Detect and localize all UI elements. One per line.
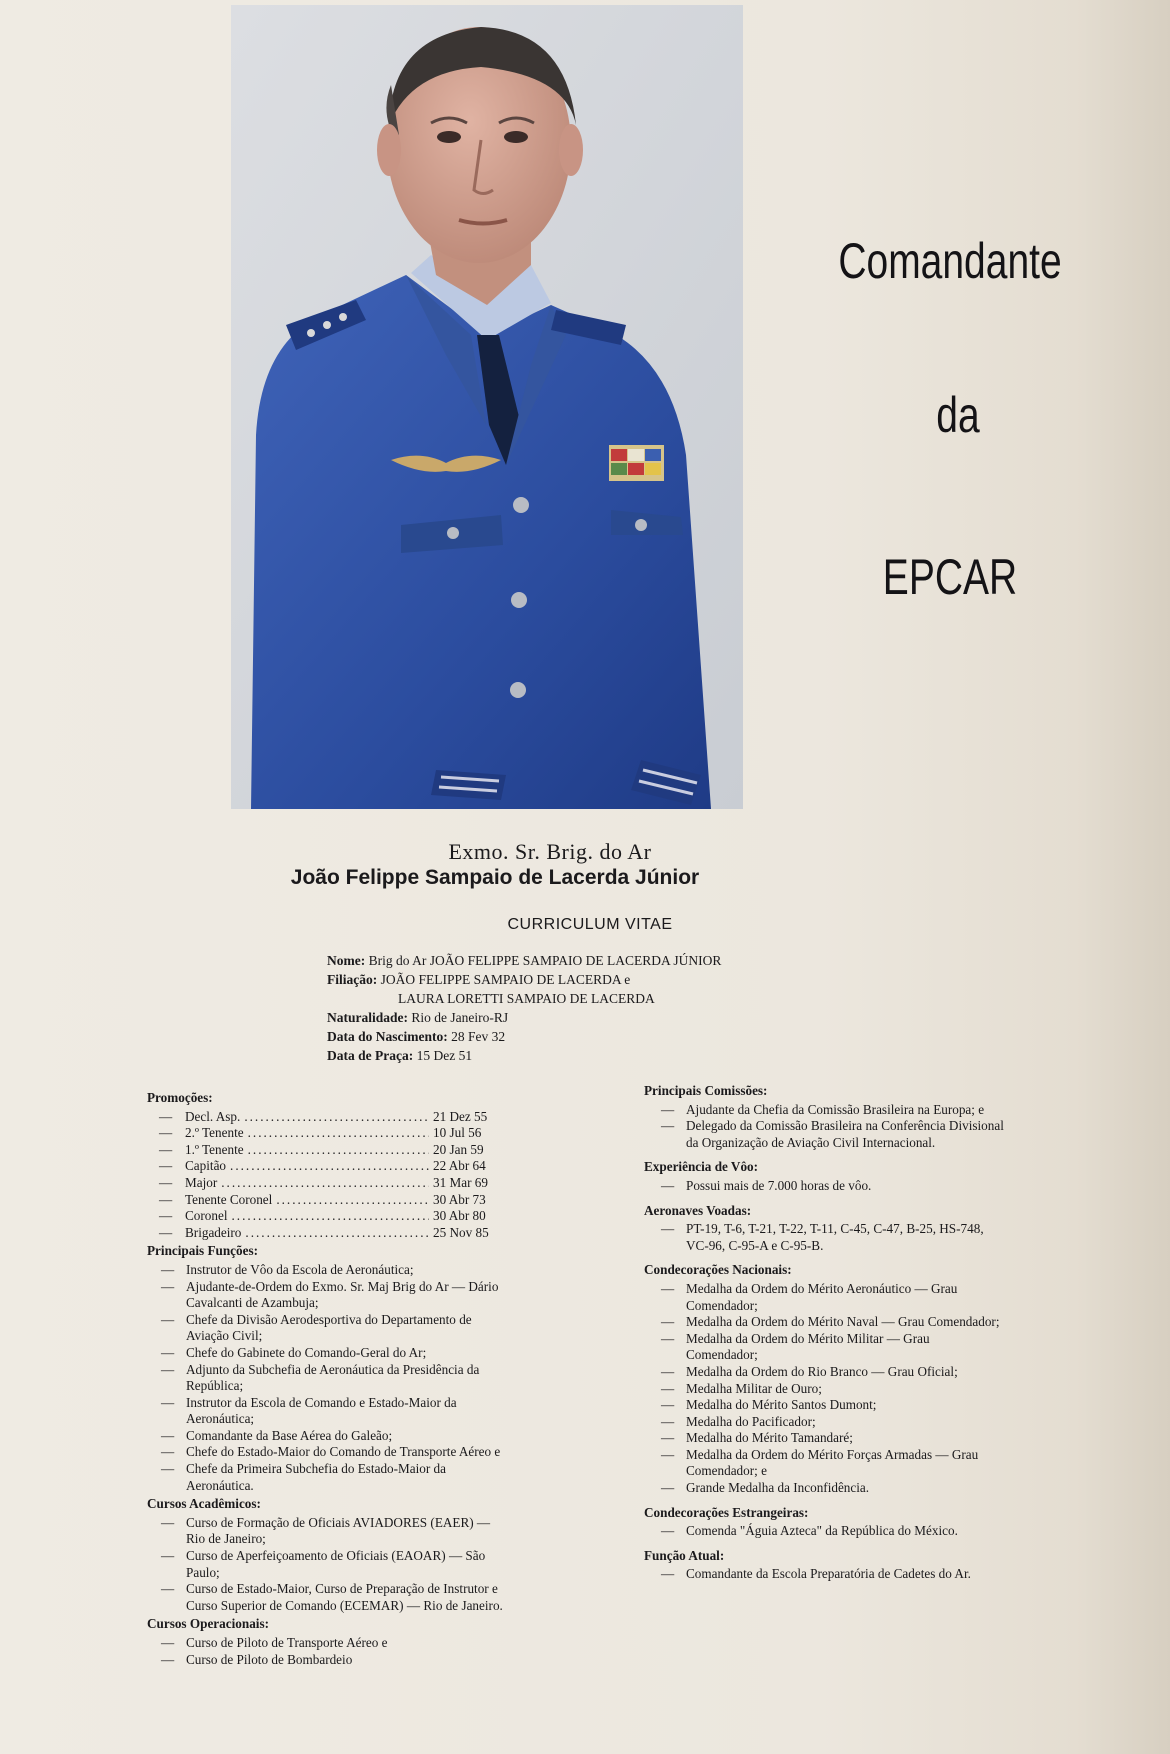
- caption-rank: Exmo. Sr. Brig. do Ar: [448, 839, 652, 864]
- leader-dots: [245, 1225, 429, 1242]
- heading-da: da: [936, 387, 980, 443]
- promocoes-title: Promoções:: [147, 1090, 213, 1105]
- nacional-item: — Medalha do Pacificador;: [644, 1414, 1004, 1431]
- comissao-item: — Delegado da Comissão Brasileira na Conferência Divisional da Organização de Aviação Civil Internacional.: [644, 1118, 1004, 1151]
- promocao-rank: — Brigadeiro: [185, 1224, 242, 1240]
- operacionais-list: [147, 1635, 507, 1668]
- promocao-rank: — Decl. Asp.: [185, 1108, 241, 1124]
- funcao-item: — Chefe da Primeira Subchefia do Estado-Maior da Aeronáutica.: [147, 1461, 507, 1494]
- promocao-date: 31 Mar 69: [433, 1174, 488, 1190]
- funcao-item: — Instrutor de Vôo da Escola de Aeronáutica;: [147, 1262, 507, 1279]
- nacional-item: — Medalha Militar de Ouro;: [644, 1381, 1004, 1398]
- leader-dots: [276, 1192, 429, 1209]
- academicos-list: [147, 1515, 507, 1615]
- funcao-atual-item: — Comandante da Escola Preparatória de Cadetes do Ar.: [644, 1566, 1004, 1583]
- filiacao-row: [327, 970, 867, 989]
- nacional-item: — Medalha da Ordem do Mérito Forças Armadas — Grau Comendador; e: [644, 1447, 1004, 1480]
- nome-row: [327, 951, 867, 970]
- promocao-item: [147, 1225, 507, 1242]
- promocao-date: 21 Dez 55: [433, 1108, 488, 1124]
- promocao-item: [147, 1175, 507, 1192]
- estrangeiras-title: Condecorações Estrangeiras:: [644, 1504, 809, 1520]
- funcoes-title: Principais Funções:: [147, 1243, 258, 1259]
- comissoes-title: Principais Comissões:: [644, 1083, 768, 1098]
- aeronaves-title: Aeronaves Voadas:: [644, 1202, 752, 1218]
- promocao-date: 25 Nov 85: [433, 1224, 489, 1240]
- officer-portrait-illustration: [231, 5, 743, 809]
- experiencia-item: — Possui mais de 7.000 horas de vôo.: [644, 1178, 1004, 1195]
- promocao-rank: — 2.º Tenente: [185, 1125, 244, 1141]
- leader-dots: [221, 1175, 429, 1192]
- praca-label: Data de Praça:: [327, 1048, 414, 1063]
- promocao-item: [147, 1208, 507, 1225]
- academico-item: — Curso de Estado-Maior, Curso de Preparação de Instrutor e Curso Superior de Comando (ECEMAR) — Rio de Janeiro.: [147, 1581, 507, 1614]
- academico-item: — Curso de Formação de Oficiais AVIADORES (EAER) — Rio de Janeiro;: [147, 1515, 507, 1548]
- promocao-item: [147, 1109, 507, 1126]
- academicos-title: Cursos Acadêmicos:: [147, 1496, 261, 1512]
- caption-name: João Felippe Sampaio de Lacerda Júnior: [290, 866, 700, 889]
- naturalidade-label: Naturalidade:: [327, 1010, 408, 1025]
- praca-row: [327, 1046, 867, 1065]
- cv-title: CURRICULUM VITAE: [507, 916, 673, 933]
- leader-dots: [244, 1109, 429, 1126]
- promocao-rank: — 1.º Tenente: [185, 1141, 244, 1157]
- promocao-date: 20 Jan 59: [433, 1141, 484, 1157]
- praca-value: 15 Dez 51: [416, 1048, 473, 1063]
- promocao-rank: — Capitão: [185, 1158, 227, 1174]
- academico-item: — Curso de Aperfeiçoamento de Oficiais (EAOAR) — São Paulo;: [147, 1548, 507, 1581]
- promocao-rank: — Major: [185, 1174, 218, 1190]
- right-column: [644, 1081, 1004, 1583]
- funcao-item: — Chefe da Divisão Aerodesportiva do Departamento de Aviação Civil;: [147, 1312, 507, 1345]
- filiacao-row-2: [327, 989, 867, 1008]
- portrait-photo: [231, 5, 743, 809]
- leader-dots: [232, 1208, 430, 1225]
- heading-comandante: Comandante: [838, 233, 1062, 289]
- nome-value: Brig do Ar JOÃO FELIPPE SAMPAIO DE LACERDA JÚNIOR: [368, 953, 722, 968]
- filiacao-value-2: LAURA LORETTI SAMPAIO DE LACERDA: [398, 991, 655, 1006]
- filiacao-value-1: JOÃO FELIPPE SAMPAIO DE LACERDA e: [380, 972, 631, 987]
- nascimento-value: 28 Fev 32: [451, 1029, 506, 1044]
- promocao-item: [147, 1125, 507, 1142]
- funcao-item: — Ajudante-de-Ordem do Exmo. Sr. Maj Brig do Ar — Dário Cavalcanti de Azambuja;: [147, 1279, 507, 1312]
- experiencia-title: Experiência de Vôo:: [644, 1159, 759, 1175]
- identity-block: [327, 951, 867, 1065]
- leader-dots: [248, 1142, 429, 1159]
- nacional-item: — Medalha da Ordem do Mérito Naval — Grau Comendador;: [644, 1314, 1004, 1331]
- promocao-date: 10 Jul 56: [433, 1125, 482, 1141]
- funcao-item: — Chefe do Gabinete do Comando-Geral do Ar;: [147, 1345, 507, 1362]
- promocao-date: 30 Abr 73: [433, 1191, 486, 1207]
- promocao-date: 30 Abr 80: [433, 1208, 486, 1224]
- promocao-item: [147, 1142, 507, 1159]
- nacional-item: — Medalha da Ordem do Mérito Militar — Grau Comendador;: [644, 1331, 1004, 1364]
- nacional-item: — Medalha do Mérito Santos Dumont;: [644, 1397, 1004, 1414]
- nome-label: Nome:: [327, 953, 366, 968]
- operacional-item: — Curso de Piloto de Bombardeio: [147, 1652, 507, 1669]
- aeronaves-item: — PT-19, T-6, T-21, T-22, T-11, C-45, C-47, B-25, HS-748, VC-96, C-95-A e C-95-B.: [644, 1221, 1004, 1254]
- funcao-item: — Instrutor da Escola de Comando e Estado-Maior da Aeronáutica;: [147, 1395, 507, 1428]
- leader-dots: [248, 1125, 429, 1142]
- nacional-item: — Medalha do Mérito Tamandaré;: [644, 1430, 1004, 1447]
- nascimento-row: [327, 1027, 867, 1046]
- nacional-item: — Medalha da Ordem do Rio Branco — Grau Oficial;: [644, 1364, 1004, 1381]
- promocao-item: [147, 1192, 507, 1209]
- heading-epcar: EPCAR: [882, 549, 1018, 605]
- promocao-item: [147, 1158, 507, 1175]
- funcao-item: — Adjunto da Subchefia de Aeronáutica da Presidência da República;: [147, 1362, 507, 1395]
- naturalidade-row: [327, 1008, 867, 1027]
- promocao-date: 22 Abr 64: [433, 1158, 486, 1174]
- nacionais-title: Condecorações Nacionais:: [644, 1262, 792, 1278]
- nacional-item: — Grande Medalha da Inconfidência.: [644, 1480, 1004, 1497]
- naturalidade-value: Rio de Janeiro-RJ: [411, 1010, 509, 1025]
- promocoes-list: [147, 1109, 507, 1242]
- funcoes-list: [147, 1262, 507, 1494]
- nascimento-label: Data do Nascimento:: [327, 1029, 448, 1044]
- operacionais-title: Cursos Operacionais:: [147, 1616, 269, 1632]
- left-column: [147, 1088, 507, 1668]
- funcao-atual-title: Função Atual:: [644, 1547, 725, 1563]
- operacional-item: — Curso de Piloto de Transporte Aéreo e: [147, 1635, 507, 1652]
- estrangeira-item: — Comenda "Águia Azteca" da República do México.: [644, 1523, 1004, 1540]
- funcao-item: — Comandante da Base Aérea do Galeão;: [147, 1428, 507, 1445]
- funcao-item: — Chefe do Estado-Maior do Comando de Transporte Aéreo e: [147, 1444, 507, 1461]
- filiacao-label: Filiação:: [327, 972, 378, 987]
- promocao-rank: — Tenente Coronel: [185, 1191, 273, 1207]
- nacional-item: — Medalha da Ordem do Mérito Aeronáutico — Grau Comendador;: [644, 1281, 1004, 1314]
- leader-dots: [230, 1158, 429, 1175]
- comissao-item: — Ajudante da Chefia da Comissão Brasileira na Europa; e: [644, 1102, 1004, 1119]
- promocao-rank: — Coronel: [185, 1208, 228, 1224]
